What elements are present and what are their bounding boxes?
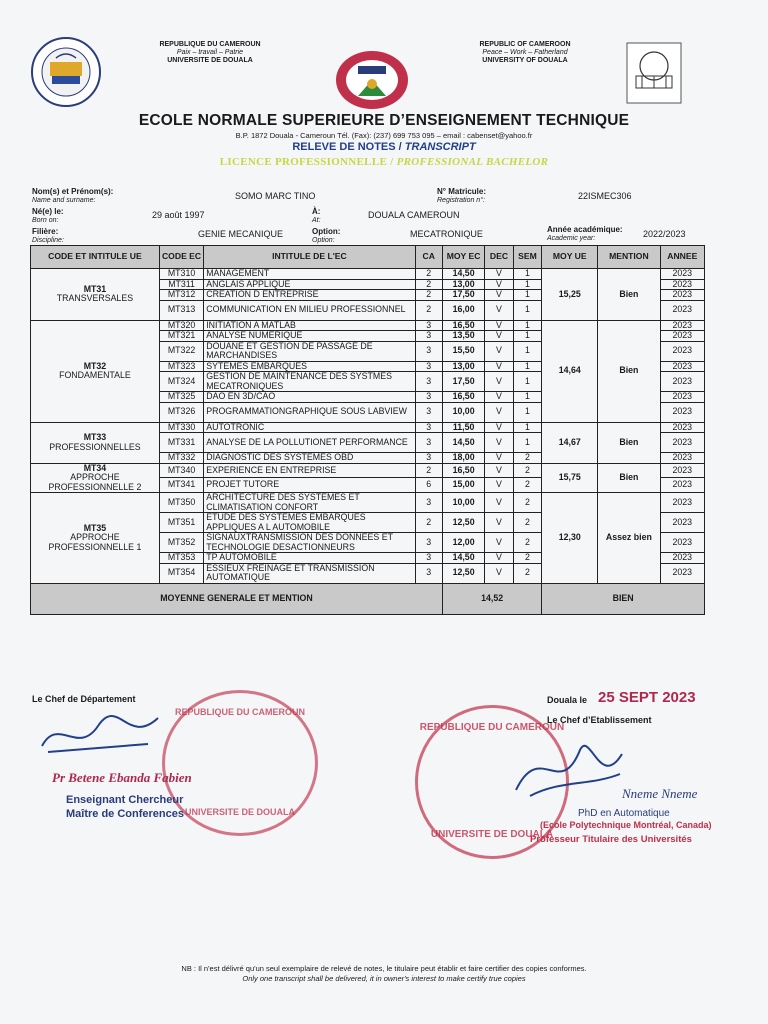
- dept-role-2: Maître de Conferences: [66, 808, 184, 820]
- ec-dec: V: [485, 422, 514, 433]
- ec-dec: V: [485, 563, 514, 583]
- ec-code: MT323: [159, 361, 203, 372]
- general-average-label: MOYENNE GENERALE ET MENTION: [31, 583, 443, 614]
- ue-cell: [31, 320, 160, 422]
- doc-title: RELEVE DE NOTES / TRANSCRIPT: [292, 141, 476, 153]
- ec-code: MT324: [159, 372, 203, 392]
- ec-moy: 14,50: [442, 553, 484, 564]
- ec-title: SYTEMES EMBARQUES: [204, 361, 415, 372]
- ec-year: 2023: [660, 463, 704, 478]
- col-intitule: INTITULE DE L'EC: [204, 246, 415, 269]
- ec-ca: 3: [415, 533, 442, 553]
- ec-title: DIAGNOSTIC DES SYSTEMES OBD: [204, 453, 415, 464]
- ec-code: MT310: [159, 269, 203, 280]
- ec-dec: V: [485, 331, 514, 342]
- ec-moy: 16,50: [442, 320, 484, 331]
- ec-ca: 2: [415, 290, 442, 301]
- ec-title: AUTOTRONIC: [204, 422, 415, 433]
- ec-moy: 17,50: [442, 290, 484, 301]
- table-header-row: [31, 246, 705, 269]
- establishment-head-line2: (Ecole Polytechnique Montréal, Canada): [540, 820, 712, 830]
- ec-ca: 2: [415, 463, 442, 478]
- general-average-row: [31, 583, 705, 614]
- releve-label: RELEVE DE NOTES: [292, 141, 396, 153]
- ue-mention: Assez bien: [598, 493, 660, 584]
- ec-moy: 17,50: [442, 372, 484, 392]
- year-value: 2022/2023: [643, 229, 686, 239]
- ec-title: EXPERIENCE EN ENTREPRISE: [204, 463, 415, 478]
- header-right-line2: Peace – Work – Fatherland: [482, 49, 568, 56]
- ec-ca: 2: [415, 269, 442, 280]
- ue-code: MT34: [83, 462, 107, 473]
- filiere-value: GENIE MECANIQUE: [198, 229, 284, 239]
- ec-title: ESSIEUX FREINAGE ET TRANSMISSION AUTOMATIQUE: [204, 563, 415, 583]
- table-row: [31, 320, 705, 331]
- ue-code: MT35: [83, 522, 107, 533]
- establishment-stamp-bottom: UNIVERSITE DE DOUALA: [430, 829, 554, 840]
- ue-average: 12,30: [542, 493, 598, 584]
- col-moy-ue: MOY UE: [542, 246, 598, 269]
- header-right-line3: UNIVERSITY OF DOUALA: [482, 57, 568, 64]
- ec-dec: V: [485, 300, 514, 320]
- matricule-label: N° Matricule: Registration n°:: [437, 187, 486, 204]
- school-address: B.P. 1872 Douala - Cameroun Tél. (Fax): (237) 699 753 095 – email : cabenset@yahoo.fr: [235, 131, 533, 140]
- header-left-line1: REPUBLIQUE DU CAMEROUN: [159, 41, 261, 48]
- ec-year: 2023: [660, 563, 704, 583]
- ec-code: MT311: [159, 279, 203, 290]
- ue-cell: [31, 463, 160, 493]
- ec-year: 2023: [660, 341, 704, 361]
- ec-sem: 1: [513, 279, 542, 290]
- ec-year: 2023: [660, 300, 704, 320]
- ec-moy: 16,50: [442, 463, 484, 478]
- ec-ca: 3: [415, 392, 442, 403]
- ec-dec: V: [485, 453, 514, 464]
- ec-sem: 1: [513, 320, 542, 331]
- ue-name: APPROCHE PROFESSIONNELLE 2: [48, 472, 142, 492]
- ec-moy: 13,00: [442, 279, 484, 290]
- table-row: [31, 463, 705, 478]
- ec-code: MT341: [159, 478, 203, 493]
- header-left-line2: Paix – travail – Patrie: [176, 49, 244, 56]
- matricule-value: 22ISMEC306: [578, 191, 632, 201]
- ec-moy: 13,50: [442, 331, 484, 342]
- name-label: Nom(s) et Prénom(s): Name and surname:: [32, 187, 114, 204]
- general-mention: BIEN: [542, 583, 705, 614]
- ec-code: MT325: [159, 392, 203, 403]
- dept-head-name: Pr Betene Ebanda Fabien: [52, 770, 192, 785]
- ue-code: MT33: [83, 432, 107, 442]
- ec-code: MT352: [159, 533, 203, 553]
- ec-year: 2023: [660, 513, 704, 533]
- ec-ca: 2: [415, 279, 442, 290]
- ec-sem: 2: [513, 463, 542, 478]
- ec-year: 2023: [660, 453, 704, 464]
- dept-stamp: [162, 690, 318, 836]
- ec-ca: 6: [415, 478, 442, 493]
- ec-ca: 3: [415, 553, 442, 564]
- degree-title: LICENCE PROFESSIONNELLE / PROFESSIONAL BACHELOR: [219, 156, 549, 168]
- ec-ca: 3: [415, 422, 442, 433]
- ec-title: ANALYSE NUMERIQUE: [204, 331, 415, 342]
- year-label: Année académique: Academic year:: [547, 225, 623, 242]
- ec-code: MT312: [159, 290, 203, 301]
- ec-moy: 11,50: [442, 422, 484, 433]
- ec-code: MT322: [159, 341, 203, 361]
- ec-year: 2023: [660, 269, 704, 280]
- ec-dec: V: [485, 290, 514, 301]
- ue-average: 14,67: [542, 422, 598, 463]
- ec-sem: 2: [513, 563, 542, 583]
- ec-moy: 12,00: [442, 533, 484, 553]
- dept-signature: [38, 706, 168, 766]
- ec-code: MT353: [159, 553, 203, 564]
- ec-moy: 12,50: [442, 563, 484, 583]
- ec-year: 2023: [660, 422, 704, 433]
- establishment-signature: [510, 730, 630, 810]
- table-body: [31, 269, 705, 584]
- student-name: SOMO MARC TINO: [235, 191, 316, 201]
- ec-title: SIGNAUXTRANSMISSION DES DONNEES ET TECHNOLOGIE DESACTIONNEURS: [204, 533, 415, 553]
- ec-title: ETUDE DES SYSTEMES EMBARQUES APPLIQUES A L AUTOMOBILE: [204, 513, 415, 533]
- transcript-table: [30, 245, 705, 615]
- ue-mention: Bien: [598, 269, 660, 321]
- ec-code: MT330: [159, 422, 203, 433]
- ec-moy: 10,00: [442, 402, 484, 422]
- ec-dec: V: [485, 402, 514, 422]
- ec-ca: 3: [415, 563, 442, 583]
- transcript-label: TRANSCRIPT: [404, 141, 476, 153]
- ec-code: MT331: [159, 433, 203, 453]
- ec-title: CREATION D ENTREPRISE: [204, 290, 415, 301]
- header-right-line1: REPUBLIC OF CAMEROON: [479, 41, 571, 48]
- at-label: À: At:: [312, 207, 321, 224]
- option-label: Option: Option:: [312, 227, 341, 244]
- ec-code: MT332: [159, 453, 203, 464]
- ec-dec: V: [485, 341, 514, 361]
- ec-year: 2023: [660, 533, 704, 553]
- ec-dec: V: [485, 361, 514, 372]
- place-label: Douala le: [547, 695, 588, 705]
- ec-year: 2023: [660, 392, 704, 403]
- ec-year: 2023: [660, 433, 704, 453]
- ec-dec: V: [485, 279, 514, 290]
- ec-code: MT321: [159, 331, 203, 342]
- ec-title: MANAGEMENT: [204, 269, 415, 280]
- ec-moy: 15,00: [442, 478, 484, 493]
- ec-sem: 1: [513, 402, 542, 422]
- ec-dec: V: [485, 392, 514, 403]
- footer-note-fr: NB : Il n'est délivré qu'un seul exemplaire de relevé de notes, le titulaire peut établir et faire certifier des copies conformes.: [181, 964, 587, 973]
- ec-dec: V: [485, 433, 514, 453]
- at-value: DOUALA CAMEROUN: [368, 210, 460, 220]
- header-right: [455, 41, 595, 65]
- ue-mention: Bien: [598, 320, 660, 422]
- ec-code: MT320: [159, 320, 203, 331]
- ue-cell: [31, 493, 160, 584]
- ec-ca: 3: [415, 493, 442, 513]
- ec-sem: 1: [513, 300, 542, 320]
- ec-sem: 2: [513, 553, 542, 564]
- ec-code: MT340: [159, 463, 203, 478]
- ue-name: APPROCHE PROFESSIONNELLE 1: [48, 532, 142, 552]
- ec-ca: 3: [415, 433, 442, 453]
- ec-code: MT354: [159, 563, 203, 583]
- header-left-line3: UNIVERSITE DE DOUALA: [167, 57, 253, 64]
- establishment-stamp-top: REPUBLIQUE DU CAMEROUN: [419, 722, 565, 733]
- ec-year: 2023: [660, 361, 704, 372]
- ue-code: MT31: [83, 283, 107, 294]
- enset-seal-logo: [334, 50, 410, 110]
- footer-note: [0, 964, 768, 984]
- ec-sem: 1: [513, 341, 542, 361]
- col-ue: CODE ET INTITULE UE: [31, 246, 160, 269]
- ue-cell: [31, 422, 160, 463]
- ec-sem: 1: [513, 433, 542, 453]
- establishment-head-title: Le Chef d’Etablissement: [547, 715, 652, 725]
- ec-sem: 1: [513, 331, 542, 342]
- ue-mention: Bien: [598, 463, 660, 493]
- enset-building-logo: [626, 42, 682, 104]
- col-moy-ec: MOY EC: [442, 246, 484, 269]
- general-average-value: 14,52: [442, 583, 541, 614]
- bachelor-label: PROFESSIONAL BACHELOR: [396, 156, 549, 168]
- ue-average: 15,25: [542, 269, 598, 321]
- col-code-ec: CODE EC: [159, 246, 203, 269]
- ec-moy: 15,50: [442, 341, 484, 361]
- ec-ca: 3: [415, 402, 442, 422]
- ec-dec: V: [485, 478, 514, 493]
- filiere-label: Filière: Discipline:: [32, 227, 64, 244]
- ec-moy: 18,00: [442, 453, 484, 464]
- ec-title: ANALYSE DE LA POLLUTIONET PERFORMANCE: [204, 433, 415, 453]
- col-ca: CA: [415, 246, 442, 269]
- ec-moy: 10,00: [442, 493, 484, 513]
- ec-sem: 1: [513, 392, 542, 403]
- header-left: [140, 41, 280, 65]
- ue-average: 15,75: [542, 463, 598, 493]
- establishment-head-line1: PhD en Automatique: [578, 808, 670, 819]
- dept-head-title: Le Chef de Département: [32, 694, 136, 704]
- ec-dec: V: [485, 493, 514, 513]
- dept-role-1: Enseignant Chercheur: [66, 794, 184, 806]
- ec-moy: 12,50: [442, 513, 484, 533]
- ec-title: PROGRAMMATIONGRAPHIQUE SOUS LABVIEW: [204, 402, 415, 422]
- establishment-head-line3: Professeur Titulaire des Universités: [530, 834, 692, 845]
- col-mention: MENTION: [598, 246, 660, 269]
- col-sem: SEM: [513, 246, 542, 269]
- ec-code: MT350: [159, 493, 203, 513]
- ec-year: 2023: [660, 290, 704, 301]
- ec-year: 2023: [660, 553, 704, 564]
- table-row: [31, 269, 705, 280]
- ec-ca: 3: [415, 361, 442, 372]
- ue-average: 14,64: [542, 320, 598, 422]
- ec-moy: 14,50: [442, 433, 484, 453]
- ue-name: PROFESSIONNELLES: [49, 441, 141, 452]
- ec-sem: 2: [513, 453, 542, 464]
- option-value: MECATRONIQUE: [410, 229, 483, 239]
- ec-code: MT351: [159, 513, 203, 533]
- ec-sem: 1: [513, 290, 542, 301]
- ec-dec: V: [485, 372, 514, 392]
- ec-year: 2023: [660, 493, 704, 513]
- ec-title: DAO EN 3D/CAO: [204, 392, 415, 403]
- ec-dec: V: [485, 269, 514, 280]
- ue-name: FONDAMENTALE: [59, 370, 131, 380]
- ec-sem: 2: [513, 533, 542, 553]
- dept-stamp-top: REPUBLIQUE DU CAMEROUN: [174, 707, 305, 717]
- ec-dec: V: [485, 463, 514, 478]
- ue-mention: Bien: [598, 422, 660, 463]
- school-title: ECOLE NORMALE SUPERIEURE D’ENSEIGNEMENT TECHNIQUE: [138, 112, 630, 129]
- table-row: [31, 493, 705, 513]
- ec-ca: 2: [415, 513, 442, 533]
- ec-dec: V: [485, 553, 514, 564]
- ec-sem: 2: [513, 513, 542, 533]
- ec-ca: 2: [415, 300, 442, 320]
- licence-label: LICENCE PROFESSIONNELLE: [219, 156, 388, 168]
- ec-title: COMMUNICATION EN MILIEU PROFESSIONNEL: [204, 300, 415, 320]
- ec-title: INITIATION A MATLAB: [204, 320, 415, 331]
- sign-date: 25 SEPT 2023: [598, 689, 696, 706]
- ec-dec: V: [485, 513, 514, 533]
- born-label: Né(e) le: Born on:: [32, 207, 64, 224]
- establishment-head-name: Nneme Nneme: [622, 786, 698, 801]
- dept-stamp-bottom: UNIVERSITE DE DOUALA: [184, 807, 295, 817]
- ec-sem: 2: [513, 493, 542, 513]
- ec-year: 2023: [660, 372, 704, 392]
- ec-sem: 1: [513, 269, 542, 280]
- ue-code: MT32: [83, 360, 107, 371]
- col-annee: ANNEE: [660, 246, 704, 269]
- ec-year: 2023: [660, 478, 704, 493]
- ec-code: MT313: [159, 300, 203, 320]
- ec-ca: 3: [415, 453, 442, 464]
- ue-name: TRANSVERSALES: [56, 293, 134, 304]
- ec-year: 2023: [660, 402, 704, 422]
- ec-ca: 3: [415, 372, 442, 392]
- ec-sem: 1: [513, 361, 542, 372]
- ec-ca: 3: [415, 331, 442, 342]
- ec-ca: 3: [415, 341, 442, 361]
- ec-code: MT326: [159, 402, 203, 422]
- ec-year: 2023: [660, 279, 704, 290]
- ec-moy: 16,00: [442, 300, 484, 320]
- ec-moy: 14,50: [442, 269, 484, 280]
- ec-sem: 2: [513, 478, 542, 493]
- ec-sem: 1: [513, 422, 542, 433]
- ec-dec: V: [485, 320, 514, 331]
- ec-title: ARCHITECTURE DES SYSTEMES ET CLIMATISATION CONFORT: [204, 493, 415, 513]
- ec-title: ANGLAIS APPLIQUE: [204, 279, 415, 290]
- university-logo: [30, 36, 102, 108]
- ec-ca: 3: [415, 320, 442, 331]
- table-row: [31, 422, 705, 433]
- ec-year: 2023: [660, 320, 704, 331]
- ec-sem: 1: [513, 372, 542, 392]
- footer-note-en: Only one transcript shall be delivered, it in owner's interest to make certify true copies: [242, 974, 526, 983]
- ec-moy: 13,00: [442, 361, 484, 372]
- ec-title: PROJET TUTORE: [204, 478, 415, 493]
- ec-year: 2023: [660, 331, 704, 342]
- ec-dec: V: [485, 533, 514, 553]
- col-dec: DEC: [485, 246, 514, 269]
- ec-title: DOUANE ET GESTION DE PASSAGE DE MARCHANDISES: [204, 341, 415, 361]
- ec-title: TP AUTOMOBILE: [204, 553, 415, 564]
- born-value: 29 août 1997: [152, 210, 205, 220]
- ec-moy: 16,50: [442, 392, 484, 403]
- ue-cell: [31, 269, 160, 321]
- ec-title: GESTION DE MAINTENANCE DES SYSTMES MECATRONIQUES: [204, 372, 415, 392]
